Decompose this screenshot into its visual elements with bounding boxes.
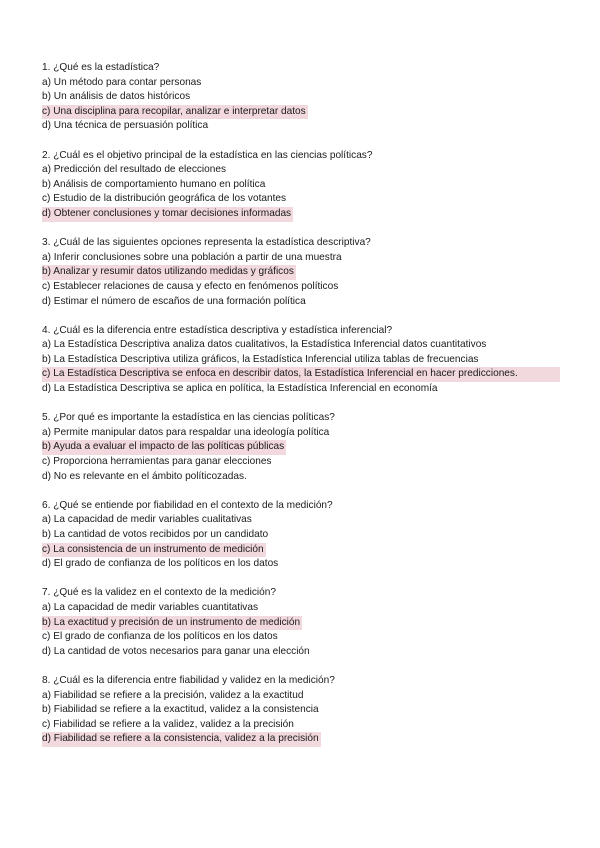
question-text: 8. ¿Cuál es la diferencia entre fiabilidad y validez en la medición? bbox=[42, 674, 335, 686]
question-2 bbox=[42, 149, 560, 222]
question-6 bbox=[42, 499, 560, 572]
option-a: a) La capacidad de medir variables cuantitativas bbox=[42, 601, 259, 613]
question-7 bbox=[42, 586, 560, 659]
option-a: a) Un método para contar personas bbox=[42, 76, 202, 88]
option-c: c) Estudio de la distribución geográfica de los votantes bbox=[42, 193, 287, 205]
question-text: 4. ¿Cuál es la diferencia entre estadística descriptiva y estadística inferencial? bbox=[42, 324, 393, 336]
option-a: a) La capacidad de medir variables cualitativas bbox=[42, 514, 252, 526]
option-a: a) Predicción del resultado de elecciones bbox=[42, 164, 227, 176]
question-4 bbox=[42, 324, 560, 397]
option-b: b) Un análisis de datos históricos bbox=[42, 91, 191, 103]
option-b-correct: b) La exactitud y precisión de un instrumento de medición bbox=[42, 616, 302, 631]
option-b: b) La cantidad de votos recibidos por un candidato bbox=[42, 529, 269, 540]
option-d: d) Estimar el número de escaños de una formación política bbox=[42, 295, 306, 307]
option-d: d) La cantidad de votos necesarios para ganar una elección bbox=[42, 645, 310, 657]
question-8 bbox=[42, 674, 560, 747]
option-d: d) Una técnica de persuasión política bbox=[42, 120, 209, 132]
option-c-correct: c) La consistencia de un instrumento de medición bbox=[42, 543, 266, 558]
option-a: a) Permite manipular datos para respaldar una ideología política bbox=[42, 426, 330, 438]
question-text: 5. ¿Por qué es importante la estadística en las ciencias políticas? bbox=[42, 412, 335, 424]
question-text: 6. ¿Qué se entiende por fiabilidad en el contexto de la medición? bbox=[42, 499, 333, 511]
option-c-correct: c) La Estadística Descriptiva se enfoca en describir datos, la Estadística Inferencial en hacer predicciones. bbox=[42, 367, 560, 382]
option-c-correct: c) Una disciplina para recopilar, analizar e interpretar datos bbox=[42, 105, 308, 120]
option-c: c) Fiabilidad se refiere a la validez, validez a la precisión bbox=[42, 718, 294, 730]
option-c: c) Establecer relaciones de causa y efecto en fenómenos políticos bbox=[42, 280, 339, 292]
quiz-document bbox=[42, 61, 560, 762]
question-text: 7. ¿Qué es la validez en el contexto de la medición? bbox=[42, 587, 276, 599]
option-a: a) La Estadística Descriptiva analiza datos cualitativos, la Estadística Inferencial datos cuantitativos bbox=[42, 339, 487, 351]
option-c: c) Proporciona herramientas para ganar elecciones bbox=[42, 456, 272, 468]
question-text: 1. ¿Qué es la estadística? bbox=[42, 62, 160, 73]
option-a: a) Fiabilidad se refiere a la precisión, validez a la exactitud bbox=[42, 689, 304, 701]
option-b: b) Análisis de comportamiento humano en política bbox=[42, 178, 266, 190]
question-text: 2. ¿Cuál es el objetivo principal de la estadística en las ciencias políticas? bbox=[42, 149, 373, 161]
option-a: a) Inferir conclusiones sobre una población a partir de una muestra bbox=[42, 251, 342, 263]
option-d: d) No es relevante en el ámbito políticozadas. bbox=[42, 470, 247, 482]
option-b-correct: b) Ayuda a evaluar el impacto de las políticas públicas bbox=[42, 440, 286, 455]
option-d: d) La Estadística Descriptiva se aplica en política, la Estadística Inferencial en economía bbox=[42, 383, 438, 395]
question-3 bbox=[42, 236, 560, 309]
option-b: b) Fiabilidad se refiere a la exactitud, validez a la consistencia bbox=[42, 704, 319, 716]
option-b: b) La Estadística Descriptiva utiliza gráficos, la Estadística Inferencial utiliza tablas de frecuencias bbox=[42, 353, 479, 365]
question-text: 3. ¿Cuál de las siguientes opciones representa la estadística descriptiva? bbox=[42, 237, 371, 249]
question-1 bbox=[42, 61, 560, 134]
option-c: c) El grado de confianza de los políticos en los datos bbox=[42, 631, 278, 643]
option-d: d) El grado de confianza de los políticos en los datos bbox=[42, 558, 279, 570]
option-b-correct: b) Analizar y resumir datos utilizando medidas y gráficos bbox=[42, 265, 296, 280]
option-d-correct: d) Obtener conclusiones y tomar decisiones informadas bbox=[42, 207, 293, 222]
option-d-correct: d) Fiabilidad se refiere a la consistencia, validez a la precisión bbox=[42, 732, 321, 747]
question-5 bbox=[42, 411, 560, 484]
